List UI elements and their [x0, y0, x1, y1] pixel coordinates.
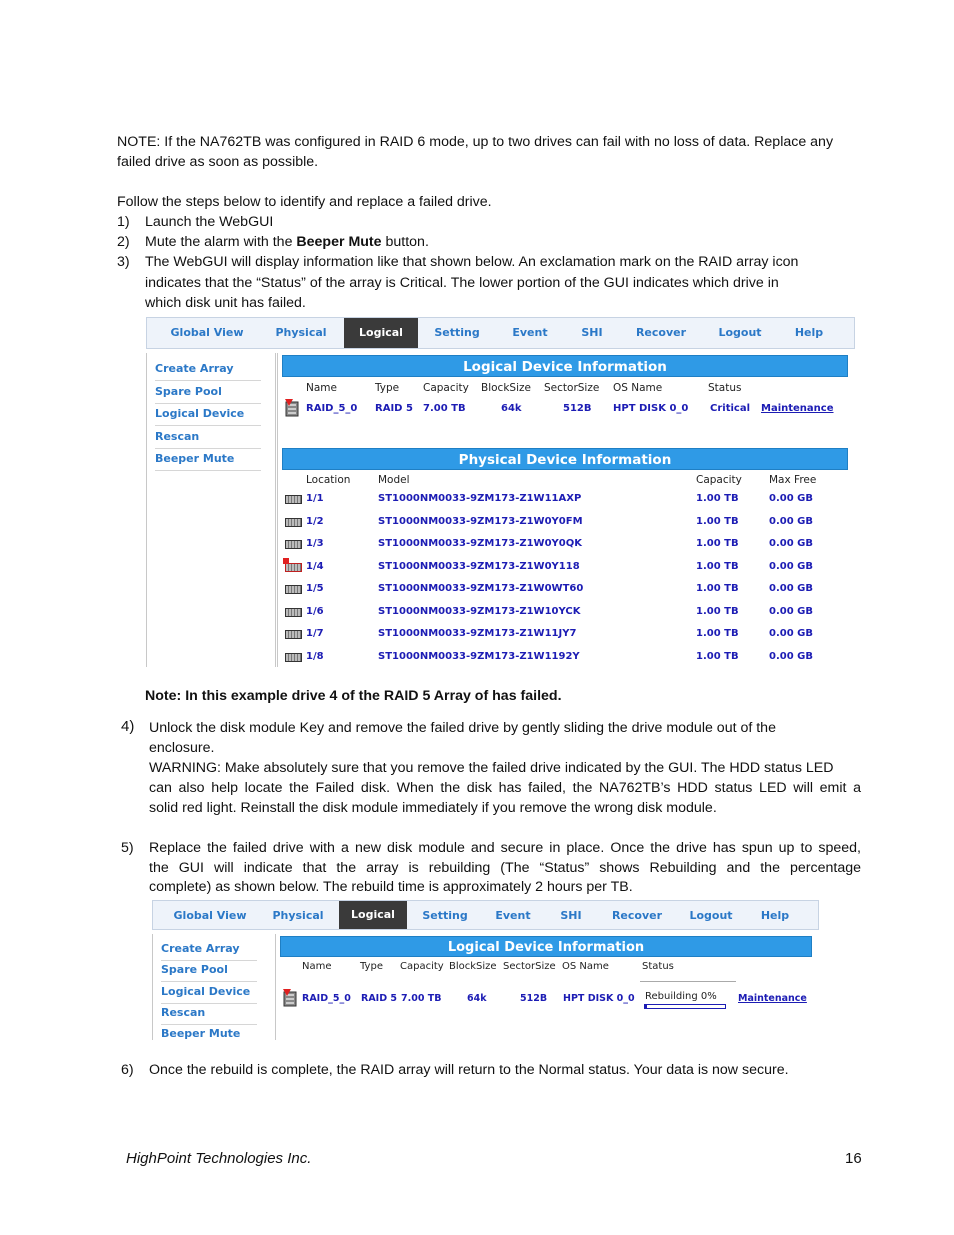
nav-bar	[152, 900, 819, 930]
drive-free: 0.00 GB	[769, 606, 813, 617]
footer-page-number: 16	[845, 1150, 862, 1167]
col-type: Type	[375, 382, 400, 394]
drive-free: 0.00 GB	[769, 493, 813, 504]
step-4-number: 4)	[121, 718, 135, 735]
rebuild-progress-bar	[644, 1004, 726, 1009]
step-4-line-5: solid red light. Reinstall the disk module immediately if you remove the wrong disk module.	[149, 800, 717, 816]
step-1-number: 1)	[117, 214, 130, 230]
nav-logout[interactable]: Logout	[718, 326, 762, 339]
col-name: Name	[306, 382, 337, 394]
rebuild-progress-fill	[645, 1005, 647, 1008]
nav-logical[interactable]: Logical	[344, 318, 418, 348]
drive-capacity: 1.00 TB	[696, 538, 739, 549]
array-sectorsize: 512B	[520, 993, 548, 1004]
step-4-line-4: can also help locate the Failed disk. When the disk has failed, the NA762TB’s HDD status LED will emit a	[149, 780, 861, 796]
nav-global-view[interactable]: Global View	[173, 909, 247, 922]
col-blocksize: BlockSize	[449, 961, 497, 972]
sidebar-spare-pool[interactable]: Spare Pool	[161, 959, 257, 982]
step-1-text: Launch the WebGUI	[145, 214, 274, 230]
col-max-free: Max Free	[769, 474, 817, 486]
step-3-line-1: The WebGUI will display information like that shown below. An exclamation mark on the RAID array icon	[145, 254, 799, 270]
disk-icon	[285, 608, 302, 617]
array-status: Critical	[710, 403, 751, 414]
drive-location: 1/1	[306, 493, 324, 504]
sidebar-rescan[interactable]: Rescan	[161, 1002, 257, 1025]
step-2-pre: Mute the alarm with the	[145, 234, 297, 250]
drive-model: ST1000NM0033-9ZM173-Z1W0Y0FM	[378, 516, 583, 527]
nav-physical[interactable]: Physical	[275, 326, 327, 339]
col-status: Status	[708, 382, 742, 394]
col-phys-capacity: Capacity	[696, 474, 742, 486]
nav-logical[interactable]: Logical	[339, 901, 407, 929]
sidebar-rescan[interactable]: Rescan	[155, 426, 261, 449]
step-3-line-2: indicates that the “Status” of the array is Critical. The lower portion of the GUI indicates which drive in	[145, 275, 779, 291]
nav-event[interactable]: Event	[512, 326, 548, 339]
drive-free: 0.00 GB	[769, 561, 813, 572]
col-blocksize: BlockSize	[481, 382, 531, 394]
step-2-post: button.	[381, 234, 429, 250]
array-capacity: 7.00 TB	[401, 993, 442, 1004]
drive-free: 0.00 GB	[769, 538, 813, 549]
nav-help[interactable]: Help	[794, 326, 824, 339]
array-name: RAID_5_0	[306, 403, 358, 414]
array-type: RAID 5	[361, 993, 398, 1004]
note-line-2: failed drive as soon as possible.	[117, 154, 319, 170]
step-6-text: Once the rebuild is complete, the RAID array will return to the Normal status. Your data is now secure.	[149, 1062, 789, 1078]
drive-capacity: 1.00 TB	[696, 628, 739, 639]
step-5-number: 5)	[121, 840, 134, 856]
drive-capacity: 1.00 TB	[696, 493, 739, 504]
step-5-line-2: the GUI will indicate that the array is rebuilding (The “Status” shows Rebuilding and the percentage	[149, 860, 861, 876]
drive-capacity: 1.00 TB	[696, 651, 739, 662]
failed-disk-marker	[283, 558, 289, 564]
step-2-text	[145, 232, 429, 252]
drive-location: 1/4	[306, 561, 324, 572]
step-4-line-1: Unlock the disk module Key and remove the failed drive by gently sliding the drive module out of the	[149, 720, 776, 736]
sidebar-create-array[interactable]: Create Array	[155, 358, 261, 381]
drive-model: ST1000NM0033-9ZM173-Z1W1192Y	[378, 651, 580, 662]
step-2-bold: Beeper Mute	[296, 234, 382, 250]
logical-device-banner: Logical Device Information	[280, 936, 812, 957]
nav-global-view[interactable]: Global View	[170, 326, 244, 339]
step-4-line-3: WARNING: Make absolutely sure that you remove the failed drive indicated by the GUI. The HDD status LED	[149, 760, 834, 776]
sidebar-beeper-mute[interactable]: Beeper Mute	[155, 448, 261, 471]
nav-help[interactable]: Help	[760, 909, 790, 922]
logical-device-banner: Logical Device Information	[282, 355, 848, 377]
col-type: Type	[360, 961, 383, 972]
drive-model: ST1000NM0033-9ZM173-Z1W0Y0QK	[378, 538, 582, 549]
array-blocksize: 64k	[467, 993, 487, 1004]
step-5-line-3: complete) as shown below. The rebuild time is approximately 2 hours per TB.	[149, 879, 633, 895]
failed-disk-icon	[285, 563, 302, 572]
maintenance-link[interactable]: Maintenance	[761, 403, 834, 414]
note-line-1: NOTE: If the NA762TB was configured in RAID 6 mode, up to two drives can fail with no loss of data. Replace any	[117, 134, 834, 150]
example-note: Note: In this example drive 4 of the RAID 5 Array of has failed.	[145, 688, 562, 704]
drive-model: ST1000NM0033-9ZM173-Z1W11AXP	[378, 493, 582, 504]
step-6-number: 6)	[121, 1062, 134, 1078]
sidebar-logical-device[interactable]: Logical Device	[161, 981, 257, 1004]
drive-location: 1/8	[306, 651, 324, 662]
array-name: RAID_5_0	[302, 993, 351, 1004]
nav-physical[interactable]: Physical	[272, 909, 324, 922]
step-3-number: 3)	[117, 254, 130, 270]
nav-recover[interactable]: Recover	[611, 909, 663, 922]
sidebar	[152, 934, 276, 1040]
drive-capacity: 1.00 TB	[696, 561, 739, 572]
array-capacity: 7.00 TB	[423, 403, 466, 414]
drive-free: 0.00 GB	[769, 583, 813, 594]
col-status: Status	[642, 961, 674, 972]
sidebar-beeper-mute[interactable]: Beeper Mute	[161, 1027, 241, 1040]
drive-model: ST1000NM0033-9ZM173-Z1W11JY7	[378, 628, 577, 639]
col-osname: OS Name	[613, 382, 663, 394]
step-5-line-1: Replace the failed drive with a new disk module and secure in place. Once the drive has spun up to speed,	[149, 840, 861, 856]
sidebar-create-array[interactable]: Create Array	[161, 938, 257, 961]
intro-text: Follow the steps below to identify and replace a failed drive.	[117, 194, 492, 210]
disk-icon	[285, 540, 302, 549]
col-sectorsize: SectorSize	[503, 961, 556, 972]
drive-capacity: 1.00 TB	[696, 583, 739, 594]
nav-shi[interactable]: SHI	[560, 909, 582, 922]
disk-icon	[285, 630, 302, 639]
array-osname: HPT DISK 0_0	[613, 403, 689, 414]
step-2-number: 2)	[117, 234, 130, 250]
drive-capacity: 1.00 TB	[696, 606, 739, 617]
drive-capacity: 1.00 TB	[696, 516, 739, 527]
nav-event[interactable]: Event	[495, 909, 531, 922]
array-status: Rebuilding 0%	[645, 991, 717, 1002]
webgui-screenshot-rebuilding	[152, 900, 819, 1040]
physical-device-banner: Physical Device Information	[282, 448, 848, 470]
status-divider	[640, 981, 736, 982]
nav-setting[interactable]: Setting	[434, 326, 480, 339]
col-location: Location	[306, 474, 351, 486]
raid-warning-icon	[285, 399, 299, 417]
drive-location: 1/6	[306, 606, 324, 617]
disk-icon	[285, 495, 302, 504]
sidebar-logical-device[interactable]: Logical Device	[155, 403, 261, 426]
drive-location: 1/3	[306, 538, 324, 549]
disk-icon	[285, 585, 302, 594]
sidebar	[146, 353, 276, 667]
disk-icon	[285, 653, 302, 662]
step-4-line-2: enclosure.	[149, 740, 215, 756]
column-divider	[277, 353, 278, 667]
array-sectorsize: 512B	[563, 403, 592, 414]
step-3-line-3: which disk unit has failed.	[145, 295, 306, 311]
drive-model: ST1000NM0033-9ZM173-Z1W0Y118	[378, 561, 580, 572]
drive-location: 1/5	[306, 583, 324, 594]
nav-logout[interactable]: Logout	[689, 909, 733, 922]
col-sectorsize: SectorSize	[544, 382, 600, 394]
nav-setting[interactable]: Setting	[422, 909, 468, 922]
array-type: RAID 5	[375, 403, 413, 414]
drive-free: 0.00 GB	[769, 651, 813, 662]
col-capacity: Capacity	[400, 961, 444, 972]
raid-icon	[283, 989, 297, 1007]
drive-free: 0.00 GB	[769, 516, 813, 527]
nav-shi[interactable]: SHI	[581, 326, 603, 339]
webgui-screenshot-critical	[146, 317, 855, 667]
col-capacity: Capacity	[423, 382, 469, 394]
nav-recover[interactable]: Recover	[635, 326, 687, 339]
drive-location: 1/7	[306, 628, 324, 639]
drive-model: ST1000NM0033-9ZM173-Z1W10YCK	[378, 606, 581, 617]
drive-model: ST1000NM0033-9ZM173-Z1W0WT60	[378, 583, 584, 594]
array-blocksize: 64k	[501, 403, 522, 414]
sidebar-spare-pool[interactable]: Spare Pool	[155, 381, 261, 404]
drive-free: 0.00 GB	[769, 628, 813, 639]
col-osname: OS Name	[562, 961, 609, 972]
footer-company: HighPoint Technologies Inc.	[126, 1150, 312, 1167]
col-model: Model	[378, 474, 410, 486]
drive-location: 1/2	[306, 516, 324, 527]
nav-bar	[146, 317, 855, 349]
col-name: Name	[302, 961, 332, 972]
maintenance-link[interactable]: Maintenance	[738, 993, 807, 1004]
array-osname: HPT DISK 0_0	[563, 993, 635, 1004]
disk-icon	[285, 518, 302, 527]
